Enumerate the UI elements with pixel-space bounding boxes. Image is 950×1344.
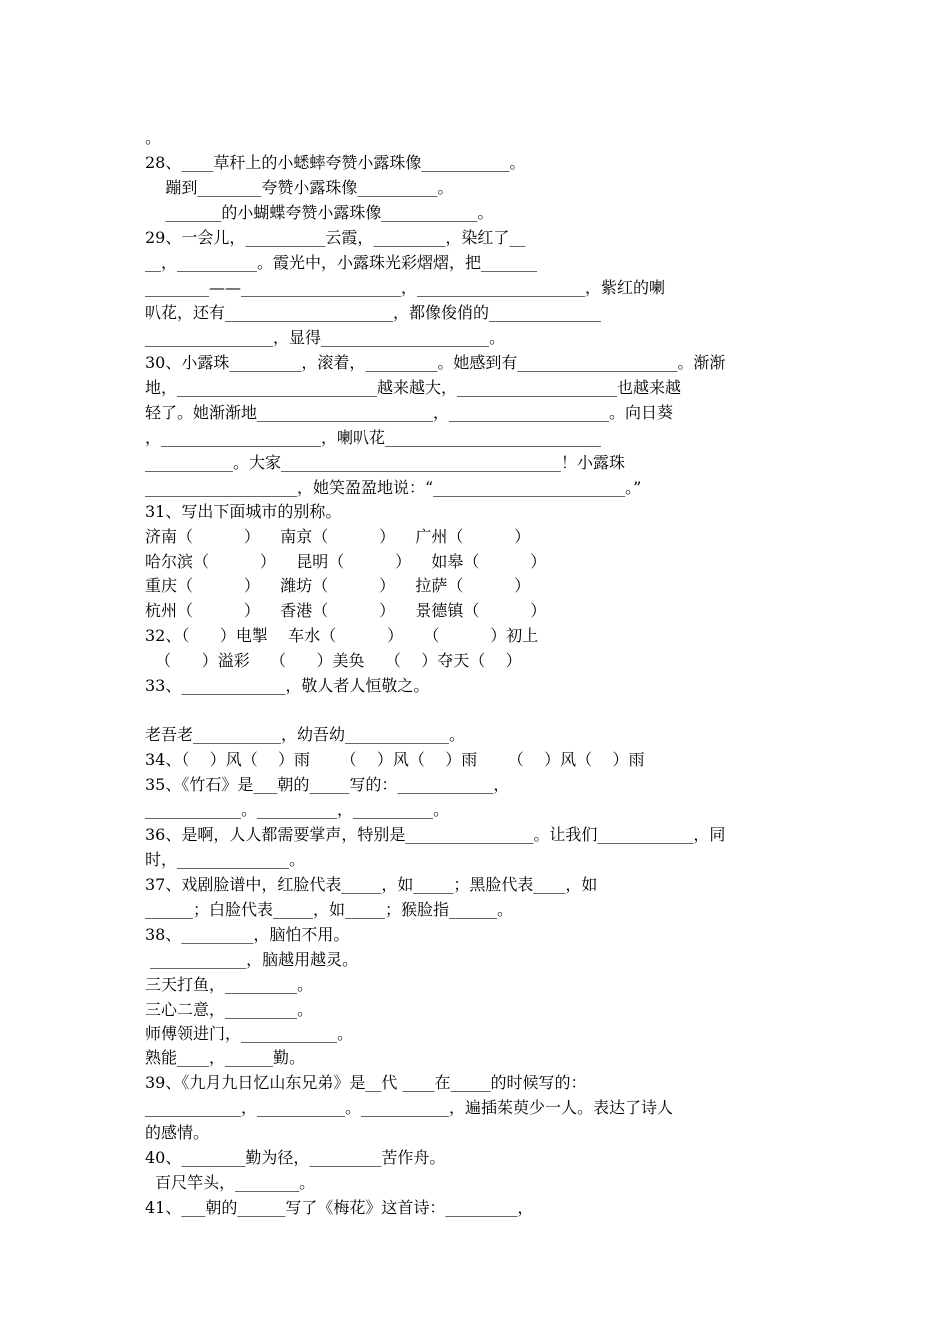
text-line: 老吾老___________，幼吾幼_____________。 <box>145 725 466 744</box>
text-line: 轻了。她渐渐地______________________，____________________。向日葵 <box>145 403 674 422</box>
text-line: ______；白脸代表_____，如_____；猴脸指______。 <box>145 900 514 919</box>
question-32: 32、（ ）电掣 车水（ ） （ ）初上 <box>145 626 539 645</box>
text-line: 三心二意，_________。 <box>145 1000 314 1019</box>
text-line: 济南（ ） 南京（ ） 广州（ ） <box>145 527 531 546</box>
text-line: ________——____________________，_____________________，紫红的喇 <box>145 278 666 297</box>
text-line: ____________。__________，__________。 <box>145 800 450 819</box>
text-line: _______的小蝴蝶夸赞小露珠像____________。 <box>145 203 494 222</box>
text-line: 。 <box>145 128 162 147</box>
text-line: 地，_________________________越来越大，____________________也越来越 <box>145 378 682 397</box>
text-line: 叭花，还有_____________________，都像俊俏的______________ <box>145 303 602 322</box>
question-28: 28、____草秆上的小蟋蟀夸赞小露珠像___________。 <box>145 153 526 172</box>
question-31: 31、写出下面城市的别称。 <box>145 502 342 521</box>
text-line: 重庆（ ） 潍坊（ ） 拉萨（ ） <box>145 576 531 595</box>
text-line: ___________。大家___________________________________！小露珠 <box>145 453 626 472</box>
text-line: 熟能____，______勤。 <box>145 1048 306 1067</box>
text-line: 三天打鱼，_________。 <box>145 975 314 994</box>
question-39: 39、《九月九日忆山东兄弟》是__代 ____在_____的时候写的： <box>145 1073 587 1092</box>
text-line: 哈尔滨（ ） 昆明（ ） 如皋（ ） <box>145 552 547 571</box>
question-37: 37、戏剧脸谱中，红脸代表_____，如_____；黑脸代表____，如 <box>145 875 598 894</box>
text-line: 师傅领进门，____________。 <box>145 1024 354 1043</box>
text-line: __，__________。霞光中，小露珠光彩熠熠，把_______ <box>145 253 538 272</box>
question-29: 29、一会儿，__________云霞，_________，染红了__ <box>145 228 526 247</box>
text-line: ____________，___________。___________，遍插茱萸少一人。表达了诗人 <box>145 1098 674 1117</box>
question-30: 30、小露珠_________，滚着，_________。她感到有____________________。渐渐 <box>145 353 726 372</box>
text-line: ___________________，她笑盈盈地说：“________________________。” <box>145 478 642 497</box>
text-line: ________________，显得_____________________。 <box>145 328 506 347</box>
question-34: 34、（ ）风（ ）雨 （ ）风（ ）雨 （ ）风（ ）雨 <box>145 750 645 769</box>
text-line: 杭州（ ） 香港（ ） 景德镇（ ） <box>145 601 547 620</box>
text-line: ____________，脑越用越灵。 <box>145 950 359 969</box>
question-41: 41、___朝的______写了《梅花》这首诗：_________， <box>145 1198 534 1217</box>
question-36: 36、是啊，人人都需要掌声，特别是________________。让我们____________，同 <box>145 825 726 844</box>
text-line: 的感情。 <box>145 1123 210 1142</box>
text-line: （ ）溢彩 （ ）美奂 （ ）夺天（ ） <box>145 651 522 670</box>
text-line: ，____________________，喇叭花___________________________ <box>145 428 602 447</box>
question-40: 40、________勤为径，_________苦作舟。 <box>145 1148 446 1167</box>
text-line: 时，______________。 <box>145 850 306 869</box>
question-35: 35、《竹石》是___朝的_____写的：____________， <box>145 775 510 794</box>
question-33: 33、_____________，敬人者人恒敬之。 <box>145 676 430 695</box>
text-line: 蹦到________夸赞小露珠像__________。 <box>145 178 454 197</box>
text-line: 百尺竿头，________。 <box>145 1173 316 1192</box>
question-38: 38、_________，脑怕不用。 <box>145 925 350 944</box>
